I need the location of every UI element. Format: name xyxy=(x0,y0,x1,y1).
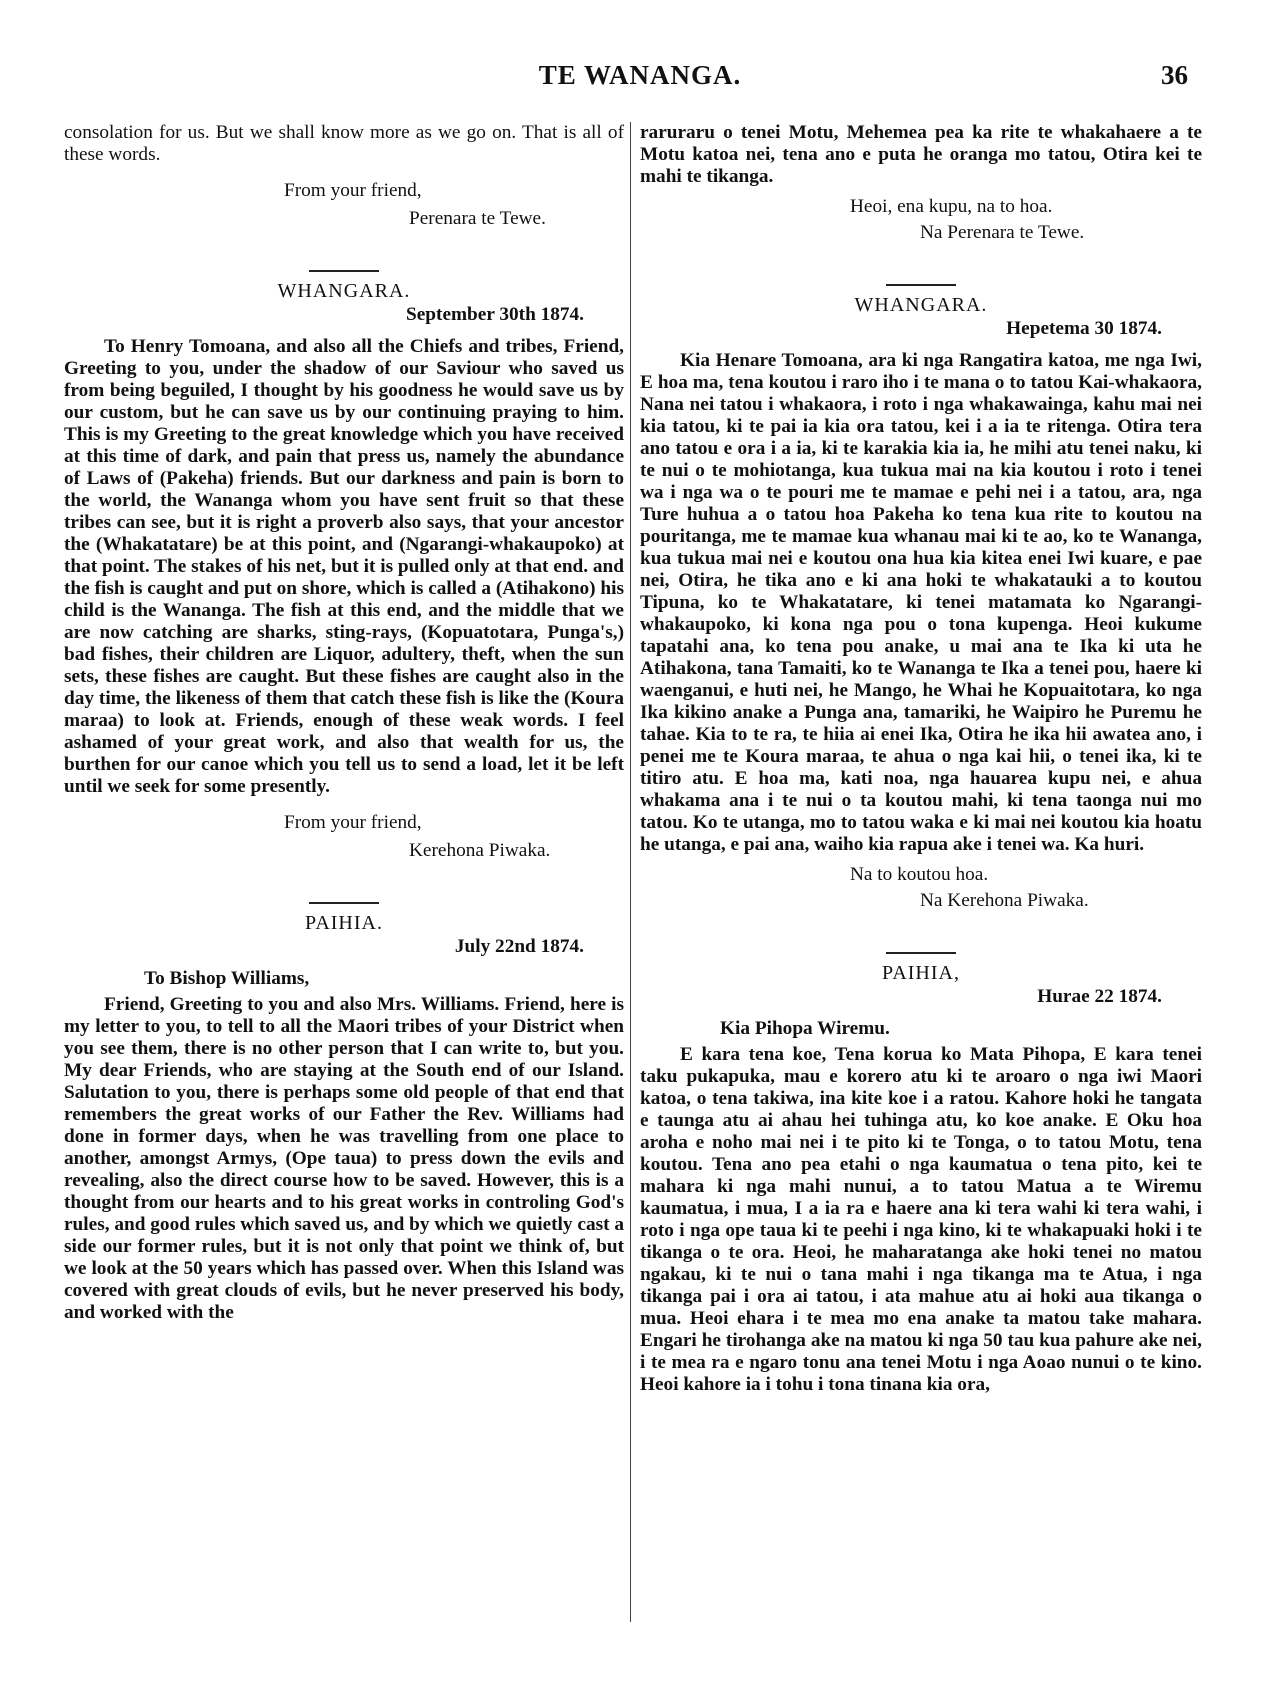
left-sig2-line1: From your friend, xyxy=(284,812,422,833)
section-rule xyxy=(886,284,956,286)
left-column-english xyxy=(64,122,624,1324)
left-intro: consolation for us. But we shall know more as we go on. That is all of these words. xyxy=(64,122,624,165)
right-section2-address: Kia Pihopa Wiremu. xyxy=(720,1018,890,1039)
section-rule xyxy=(309,270,379,272)
left-section1-body: To Henry Tomoana, and also all the Chiefs and tribes, Friend, Greeting to you, under the shadow of our Saviour who saved us from being beguiled, I thought by his goodness he would save us by our custom, but he can save us by our continuing praying to him. This is my Greeting to the great knowledge which you have received at this time of dark, and pain that press us, namely the abundance of Laws of (Pakeha) friends. But our darkness and pain is born to the world, the Wananga whom you have sent fruit so that these tribes can see, but it is right a proverb also says, that your ancestor the (Whakatatare) be at this point, and (Ngarangi-whakaupoko) at that point. The stakes of his net, but it is pulled only at that end. and the fish is caught and put on shore, which is called a (Atihakono) his child is the Wananga. The fish at this end, and the middle that we are now catching are sharks, sting-rays, (Kopuatotara, Punga's,) bad fishes, their children are Liquor, adultery, theft, when the sun sets, these fishes are caught. But these fishes are caught also in the day time, the likeness of them that catch these fish is like the (Koura maraa) to look at. Friends, enough of these weak words. I feel ashamed of your great work, and also that wealth for us, the burthen for our canoe which you tell us to send a load, let it be left until we seek for some presently. xyxy=(64,336,624,797)
newspaper-title: TE WANANGA. xyxy=(538,60,742,90)
left-section1-date: September 30th 1874. xyxy=(406,304,584,325)
section-rule xyxy=(886,952,956,954)
right-column-maori xyxy=(640,122,1202,1396)
right-sig1-line1: Heoi, ena kupu, na to hoa. xyxy=(850,196,1053,217)
column-divider xyxy=(630,122,631,1622)
left-sig1-line1: From your friend, xyxy=(284,180,422,201)
left-section2-address: To Bishop Williams, xyxy=(144,968,310,989)
right-sig1-line2: Na Perenara te Tewe. xyxy=(920,222,1085,243)
right-intro: raruraru o tenei Motu, Mehemea pea ka rite te whakahaere a te Motu katoa nei, tena ano e puta he oranga mo tatou, Otira kei te mahi te tikanga. xyxy=(640,122,1202,187)
page-header xyxy=(0,60,1280,100)
left-sig1-line2: Perenara te Tewe. xyxy=(409,208,546,229)
right-section1-heading: WHANGARA. xyxy=(854,294,988,316)
page-number: 36 xyxy=(1161,60,1188,90)
section-rule xyxy=(309,902,379,904)
right-sig2-line2: Na Kerehona Piwaka. xyxy=(920,890,1089,911)
left-section2-body: Friend, Greeting to you and also Mrs. Williams. Friend, here is my letter to you, to tell to all the Maori tribes of your District when you see them, there is no other person that I can write to, but you. My dear Friends, who are staying at the South end of our Island. Salutation to you, there is perhaps some old people of that end that remembers the great works of our Father the Rev. Williams had done in former days, when he was travelling from one place to another, amongst Armys, (Ope taua) to press down the evils and revealing, also the direct course how to be saved. However, this is a thought from our hearts and to his great works in controling God's rules, and good rules which saved us, and by which we quietly cast a side our former rules, but it is not only that point we think of, but we look at the 50 years which has passed over. When this Island was covered with great clouds of evils, but he never preserved his body, and worked with the xyxy=(64,994,624,1323)
right-section2-heading: PAIHIA, xyxy=(882,962,960,984)
left-section1-heading: WHANGARA. xyxy=(277,280,411,302)
right-section1-date: Hepetema 30 1874. xyxy=(1006,318,1162,339)
right-section1-body: Kia Henare Tomoana, ara ki nga Rangatira katoa, me nga Iwi, E hoa ma, tena koutou i raro iho i te mana o to tatou Kai-whakaora, Nana nei tatou i whakaora, i roto i nga whakawainga, kahu mai nei kia tatou, ki te pai ia kia ora tatou, kei i a ia te ritenga. Otira tera ano tatou e ora i a ia, ki te karakia kia ia, he mihi atu tenei naku, ki te nui o te mohiotanga, kua tukua mai na kia koutou i roto i tenei wa i nga wa o te pouri me te mamae e pehi nei i a tatou, ara, nga Ture huhua a o tatou hoa Pakeha ko tena kua rite to koutou na pouritanga, me te mamae kua whanau mai ki te ao, ko te Wananga, kua tukua mai nei e koutou ona hua kia kitea enei Iwi kuare, e pae nei, Otira, he tika ano e ki ana hoki te whakatauki a to koutou Tipuna, ko te Whakatatare, ki tenei matamata ko Ngarangi-whakaupoko, ki kona nga pou o tona kupenga. Heoi kukume tapatahi ana, ko tena pou anake, u mai ana te Ika ki uta he Atihakona, tana Tamaiti, ko te Wananga te Ika a tenei pou, haere ki waenganui, e huti nei, he Mango, he Whai he Kopuaitotara, ko nga Ika kikino anake a Punga ana, tamariki, he Waipiro he Puremu he tahae. Kia to te ra, te hiia ai enei Ika, Otira he ika hii awatea ano, i penei me te Koura maraa, te ahua o nga kai hii, o tenei ika, ki te titiro atu. E hoa ma, kati noa, nga hauarea kupu nei, e ahua whakama ana i te nui o ta koutou mahi, ki tena taonga nui mo tatou. Ko te utanga, mo to tatou waka e ki mai nei koutou kia hoatu he utanga, e pai ana, waiho kia rapua ake i tenei wa. Ka huri. xyxy=(640,350,1202,855)
right-section2-body: E kara tena koe, Tena korua ko Mata Pihopa, E kara tenei taku pukapuka, mau e korero atu ki te aroaro o nga iwi Maori katoa, o tena takiwa, ina kite koe i a ratou. Kahore hoki he tangata e taunga atu ai ahau hei tuhinga atu, ko koe anake. E Oku hoa aroha e noho mai nei i te pito ki te Tonga, o to tatou Motu, tena koutou. Tena ano pea etahi o nga kaumatua o tena pito, kei te mahara ki nga mahi nunui, a to tatou Matua a te Wiremu kaumatua, i mua, I a ia ra e haere ana ki tera wahi ki tera wahi, i roto i nga ope taua ki te peehi i nga kino, ki te whakapuaki hoki i te tikanga o te ora. Heoi, he maharatanga ake hoki tenei no matou ngakau, ki te nui o tana mahi i nga tikanga ma te Atua, i nga tikanga pai i ora ai tatou, i ata mahue atu ai hoki aua tikanga o mua. Heoi ehara i te mea mo ena anake ta matou take mahara. Engari he tirohanga ake na matou ki nga 50 tau kua pahure ake nei, i te mea ra e ngaro tonu ana tenei Motu i nga Aoao nunui o te kino. Heoi kahore ia i tohu i tona tinana kia ora, xyxy=(640,1044,1202,1395)
right-section2-date: Hurae 22 1874. xyxy=(1037,986,1162,1007)
left-sig2-line2: Kerehona Piwaka. xyxy=(409,840,551,861)
left-section2-heading: PAIHIA. xyxy=(305,912,383,934)
left-section2-date: July 22nd 1874. xyxy=(454,936,584,957)
right-sig2-line1: Na to koutou hoa. xyxy=(850,864,989,885)
